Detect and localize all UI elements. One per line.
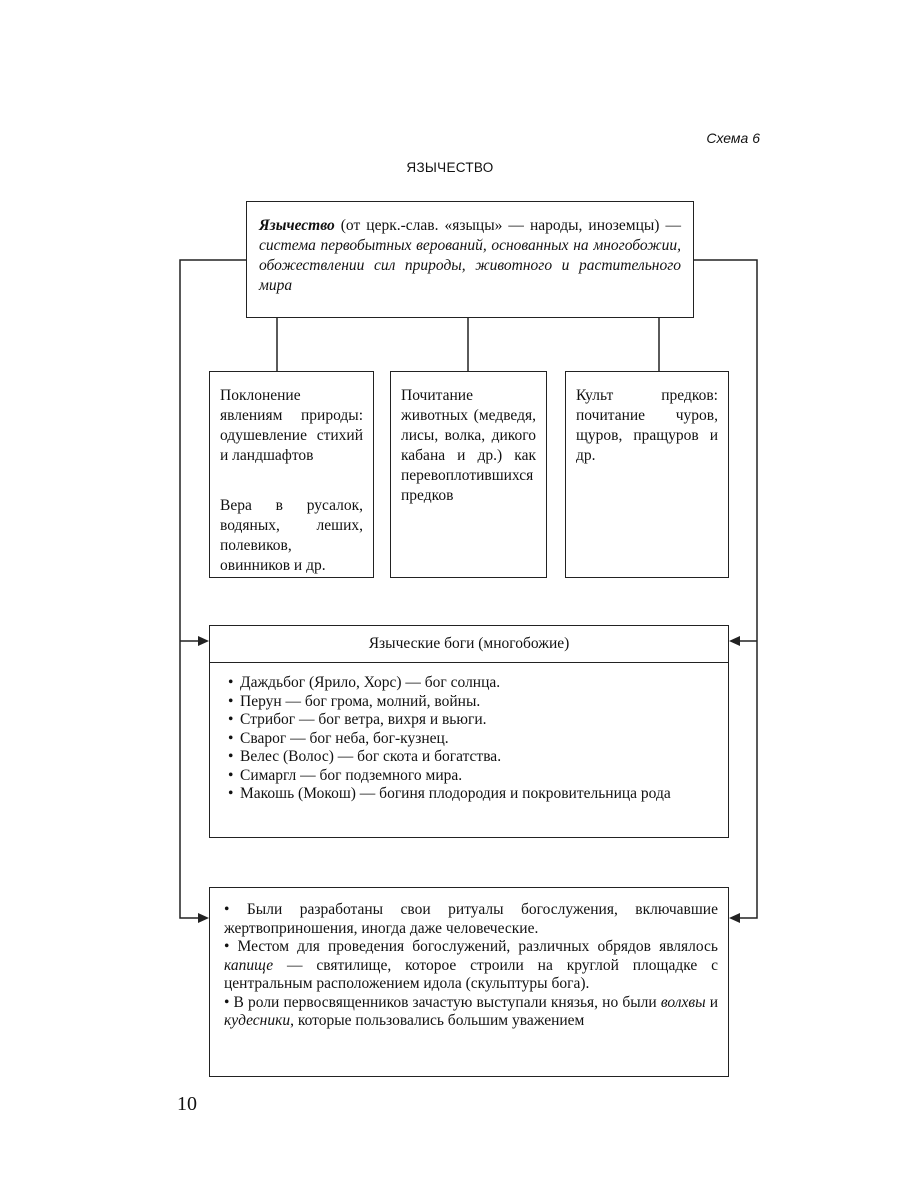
god-item: • Сварог — бог неба, бог-кузнец.	[230, 730, 716, 749]
rites-paragraph-rituals: • Были разработаны свои ритуалы богослужения, включавшие жертвоприношения, иногда даже человеческие.	[224, 901, 718, 937]
rites-paragraph-temple	[224, 938, 718, 994]
arrow-right-gods	[729, 636, 740, 646]
arrow-right-rites	[729, 913, 740, 923]
rites-priests-term-volkhvy: волхвы	[660, 993, 706, 1011]
rites-priests-term-kudesniki: кудесники	[224, 1012, 291, 1029]
definition-etymology: (от церк.-слав. «языцы» — народы, иноземцы) —	[334, 217, 681, 234]
god-item: • Даждьбог (Ярило, Хорс) — бог солнца.	[230, 674, 716, 693]
spirits-belief-text: Вера в русалок, водяных, леших, полевиков, овинников и др.	[220, 497, 363, 574]
gods-list	[210, 663, 728, 804]
ancestor-cult-box	[565, 371, 729, 578]
arrow-left-rites	[198, 913, 209, 923]
rites-temple-term: капище	[224, 956, 274, 974]
ancestor-cult-text: Культ предков: почитание чуров, щуров, пращуров и др.	[576, 387, 718, 464]
definition-meaning: система первобытных верований, основанных на многобожии, обожествлении сил природы, животного и растительного мира	[259, 237, 681, 294]
scheme-label: Схема 6	[706, 130, 760, 146]
definition-box	[246, 201, 694, 318]
god-item: • Перун — бог грома, молний, войны.	[230, 693, 716, 712]
nature-worship-box	[209, 371, 374, 578]
page-title: ЯЗЫЧЕСТВО	[406, 160, 494, 175]
animal-worship-box	[390, 371, 547, 578]
rites-temple-text-a: • Местом для проведения богослужений, различных обрядов являлось	[224, 938, 718, 955]
rites-temple-text-b: — святилище, которое строили на круглой площадке с центральным расположением идола (скульптуры бога).	[224, 956, 718, 992]
definition-term: Язычество	[259, 217, 335, 234]
rites-priests-text-mid: и	[705, 993, 719, 1011]
god-item: • Стрибог — бог ветра, вихря и вьюги.	[230, 711, 716, 730]
rites-box	[209, 887, 729, 1077]
god-item: • Макошь (Мокош) — богиня плодородия и покровительница рода	[230, 785, 716, 804]
rites-priests-text-a: • В роли первосвященников зачастую выступали князья, но были	[224, 993, 661, 1011]
page-number: 10	[177, 1093, 197, 1115]
god-item: • Симаргл — бог подземного мира.	[230, 767, 716, 786]
nature-worship-text: Поклонение явлениям природы: одушевление стихий и ландшафтов	[220, 387, 363, 464]
arrow-left-gods	[198, 636, 209, 646]
rites-paragraph-priests	[224, 994, 718, 1031]
gods-heading: Языческие боги (многобожие)	[210, 626, 728, 663]
gods-box	[209, 625, 729, 838]
god-item: • Велес (Волос) — бог скота и богатства.	[230, 748, 716, 767]
rites-priests-text-b: , которые пользовались большим уважением	[290, 1012, 585, 1029]
animal-worship-text: Почитание животных (медведя, лисы, волка, дикого кабана и др.) как перевоплотившихся предков	[401, 387, 536, 504]
